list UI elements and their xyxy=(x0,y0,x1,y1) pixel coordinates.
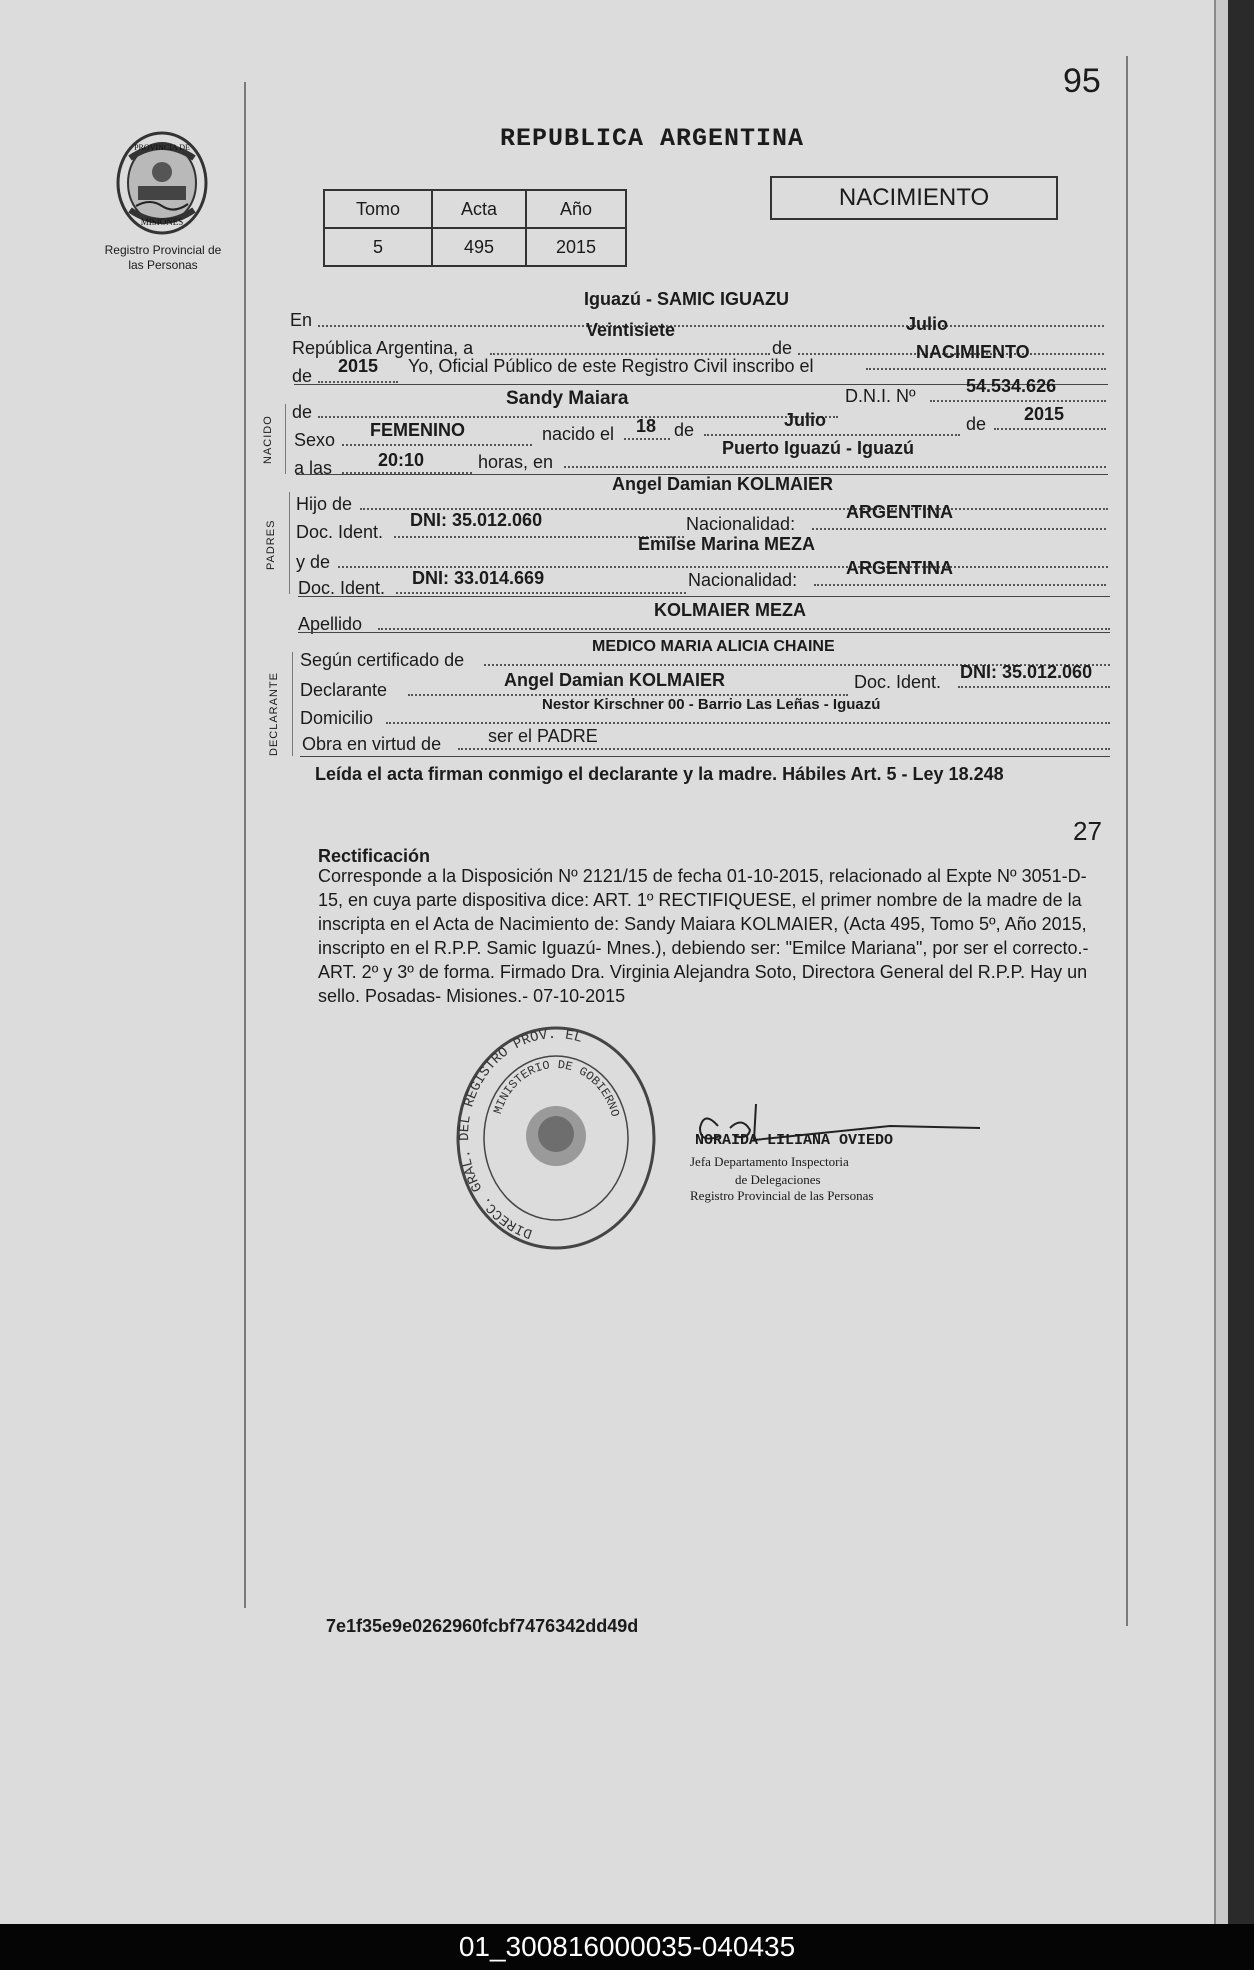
father-nationality-value: ARGENTINA xyxy=(846,502,953,522)
mother-doc-value: DNI: 33.014.669 xyxy=(412,568,545,588)
de-label: de xyxy=(292,402,313,422)
dotted-line xyxy=(386,722,1110,724)
domicilio-value: Nestor Kirschner 00 - Barrio Las Leñas - Iguazú xyxy=(542,696,881,713)
ano-value: 2015 xyxy=(526,228,626,266)
right-margin-rule xyxy=(1126,56,1128,1626)
place-value: Iguazú - SAMIC IGUAZU xyxy=(584,289,789,309)
dotted-line xyxy=(458,748,1110,750)
province-emblem-logo xyxy=(112,128,212,238)
rectificacion-body: Corresponde a la Disposición Nº 2121/15 de fecha 01-10-2015, relacionado al Expte Nº 3051-D-15, en cuya parte dispositiva dice: ART. 1º RECTIFIQUESE, el primer nombre de la madre de la inscripta en el Acta de Nacimiento de: Sandy Maiara KOLMAIER, (Acta 495, Tomo 5º, Año 2015, inscripto en el R.P.P. Samic Iguazú- Mnes.), debiendo ser: "Emilce Mariana", por ser el correcto.- ART. 2º y 3º de forma. Firmado Dra. Virginia Alejandra Soto, Directora General del R.P.P. Hay un sello. Posadas- Misiones.- 07-10-2015 xyxy=(318,866,1089,1006)
section-rule xyxy=(300,756,1110,757)
declarante-doc-value: DNI: 35.012.060 xyxy=(960,662,1093,682)
svg-text:MISIONES: MISIONES xyxy=(140,217,184,227)
nacionalidad-label: Nacionalidad: xyxy=(686,514,796,534)
mother-name-value: Emilse Marina MEZA xyxy=(638,534,816,554)
republica-label: República Argentina, a xyxy=(292,338,474,358)
doc-label: Doc. Ident. xyxy=(854,672,942,692)
dotted-line xyxy=(930,400,1106,402)
seal-outer-text: DIRECC. GRAL. DEL REGISTRO PROV. EL xyxy=(457,1026,585,1242)
dotted-line xyxy=(812,528,1106,530)
signatory-name: NORAIDA LILIANA OVIEDO xyxy=(695,1132,894,1149)
logo-caption: Registro Provincial de las Personas xyxy=(104,243,222,272)
tomo-value: 5 xyxy=(324,228,432,266)
month-value: Julio xyxy=(906,314,949,334)
dotted-line xyxy=(958,686,1110,688)
rectificacion-title: Rectificación xyxy=(318,846,431,866)
father-doc-value: DNI: 35.012.060 xyxy=(410,510,543,530)
mother-nationality-value: ARGENTINA xyxy=(846,558,953,578)
left-margin-rule xyxy=(244,82,246,1608)
dotted-line xyxy=(994,428,1106,430)
signatory-title-line2: de Delegaciones xyxy=(735,1172,821,1187)
child-name-value: Sandy Maiara xyxy=(506,388,629,409)
dotted-line xyxy=(704,434,960,436)
padres-bar xyxy=(289,492,290,594)
dni-label: D.N.I. Nº xyxy=(845,386,916,406)
birth-year-value: 2015 xyxy=(1024,404,1065,424)
dotted-line xyxy=(814,584,1106,586)
firm-statement: Leída el acta firman conmigo el declarante y la madre. Hábiles Art. 5 - Ley 18.248 xyxy=(315,764,1004,784)
dotted-line xyxy=(396,592,686,594)
horas-label: horas, en xyxy=(478,452,554,472)
seal-inner-text: MINISTERIO DE GOBIERNO xyxy=(491,1057,622,1119)
section-rule xyxy=(298,596,1110,597)
nacionalidad-label: Nacionalidad: xyxy=(688,570,798,590)
registry-table xyxy=(323,189,627,267)
oficial-label: Yo, Oficial Público de este Registro Civil inscribo el xyxy=(408,356,814,376)
year-value: 2015 xyxy=(338,356,379,376)
document-type-box: NACIMIENTO xyxy=(770,176,1058,220)
certificado-value: MEDICO MARIA ALICIA CHAINE xyxy=(592,638,835,655)
en-label: En xyxy=(290,310,313,330)
certificado-label: Según certificado de xyxy=(300,650,465,670)
page-number: 95 xyxy=(1063,62,1101,100)
de-label: de xyxy=(292,366,313,386)
margin-number: 27 xyxy=(1073,816,1102,846)
birth-day-value: 18 xyxy=(636,416,657,436)
dotted-line xyxy=(318,325,1104,327)
de-label: de xyxy=(966,414,987,434)
page-edge-strip xyxy=(1214,0,1228,1924)
sexo-value: FEMENINO xyxy=(370,420,466,440)
birth-month-value: Julio xyxy=(784,410,827,430)
signatory-title-line3: Registro Provincial de las Personas xyxy=(690,1188,874,1203)
nacido-bar xyxy=(285,404,286,474)
tomo-header: Tomo xyxy=(324,190,432,228)
padres-section-label: PADRES xyxy=(265,519,277,570)
apellido-value: KOLMAIER MEZA xyxy=(654,600,806,620)
dotted-line xyxy=(342,444,532,446)
dotted-line xyxy=(624,438,670,440)
dotted-line xyxy=(490,353,770,355)
hora-value: 20:10 xyxy=(378,450,425,470)
declarante-bar xyxy=(292,652,293,756)
acta-value: 495 xyxy=(432,228,526,266)
section-rule xyxy=(298,632,1110,633)
inscribo-value: NACIMIENTO xyxy=(916,342,1030,362)
declarante-section-label: DECLARANTE xyxy=(268,672,280,756)
apellido-label: Apellido xyxy=(298,614,363,634)
domicilio-label: Domicilio xyxy=(300,708,374,728)
father-name-value: Angel Damian KOLMAIER xyxy=(612,474,834,494)
document-hash: 7e1f35e9e0262960fcbf7476342dd49d xyxy=(326,1616,639,1636)
nacido-label: nacido el xyxy=(542,424,615,444)
day-written-value: Veintisiete xyxy=(586,320,676,340)
hijo-label: Hijo de xyxy=(296,494,353,514)
de-label: de xyxy=(772,338,793,358)
doc-label: Doc. Ident. xyxy=(298,578,386,598)
obra-value: ser el PADRE xyxy=(488,726,598,746)
de-label: de xyxy=(674,420,695,440)
scanner-dark-edge xyxy=(1228,0,1254,1924)
declarante-label: Declarante xyxy=(300,680,388,700)
sexo-label: Sexo xyxy=(294,430,336,450)
dotted-line xyxy=(866,368,1106,370)
alas-label: a las xyxy=(294,458,333,478)
yde-label: y de xyxy=(296,552,331,572)
lugar-value: Puerto Iguazú - Iguazú xyxy=(722,438,914,458)
svg-text:PROVINCIA DE: PROVINCIA DE xyxy=(134,143,190,152)
signatory-title-line1: Jefa Departamento Inspectoria xyxy=(690,1154,849,1169)
acta-header: Acta xyxy=(432,190,526,228)
doc-label: Doc. Ident. xyxy=(296,522,384,542)
dotted-line xyxy=(318,381,398,383)
child-dni-value: 54.534.626 xyxy=(966,376,1057,396)
dotted-line xyxy=(564,466,1106,468)
obra-label: Obra en virtud de xyxy=(302,734,442,754)
declarante-value: Angel Damian KOLMAIER xyxy=(504,670,726,690)
dotted-line xyxy=(378,628,1110,630)
document-title: REPUBLICA ARGENTINA xyxy=(500,124,805,153)
ano-header: Año xyxy=(526,190,626,228)
official-seal-stamp xyxy=(452,1022,660,1254)
footer-id-bar: 01_300816000035-040435 xyxy=(0,1924,1254,1970)
nacido-section-label: NACIDO xyxy=(262,415,274,464)
dotted-line xyxy=(318,416,838,418)
